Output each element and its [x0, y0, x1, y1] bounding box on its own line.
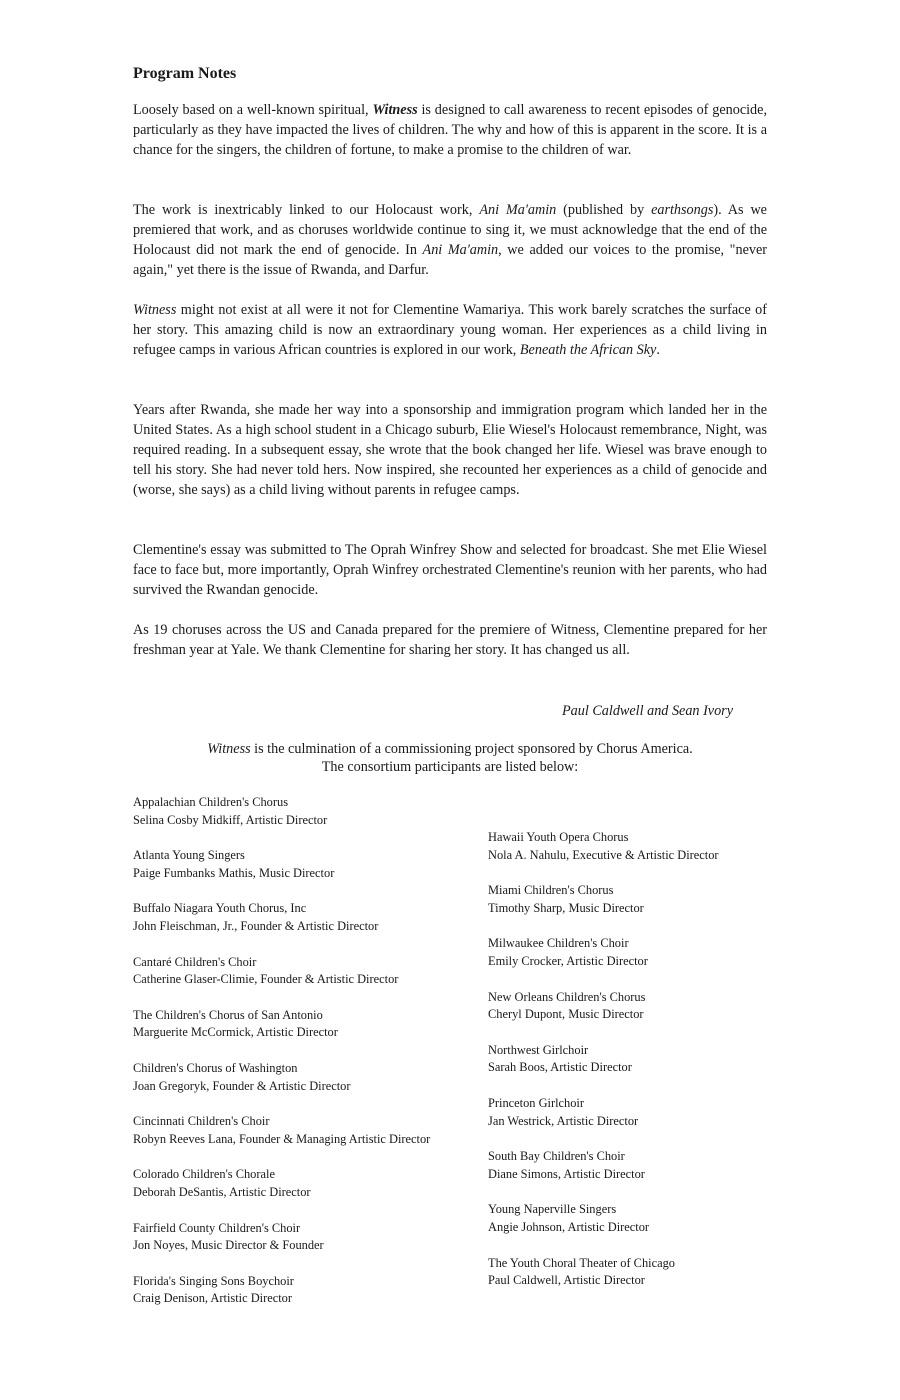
participant-entry: [133, 1113, 463, 1148]
paragraph-2-text-c: (published by: [556, 202, 652, 218]
chorus-name: Cincinnati Children's Choir: [133, 1114, 270, 1129]
signature: Paul Caldwell and Sean Ivory: [561, 703, 733, 719]
chorus-name: The Children's Chorus of San Antonio: [133, 1007, 323, 1022]
participant-entry: [133, 1166, 463, 1201]
intro-text-b: is the culmination of a commissioning project sponsored by Chorus America.: [250, 741, 693, 757]
chorus-name: Young Naperville Singers: [488, 1202, 617, 1217]
chorus-director: Selina Cosby Midkiff, Artistic Director: [133, 812, 328, 827]
participant-entry: [488, 1042, 788, 1077]
participants-left-column: [133, 794, 463, 1326]
chorus-name: Hawaii Youth Opera Chorus: [488, 830, 629, 844]
paragraph-1-text-a: Loosely based on a well-known spiritual,: [133, 102, 373, 118]
paragraph-2-ani-maamin-2: Ani Ma'amin: [422, 242, 499, 258]
participant-entry: [488, 1095, 788, 1130]
chorus-name: Colorado Children's Chorale: [133, 1167, 275, 1182]
intro-witness: Witness: [207, 741, 251, 757]
paragraph-2-text-g: , we added our voices to the promise, "never again," yet there is the issue of Rwanda, and Darfur.: [133, 242, 767, 278]
chorus-director: Jan Westrick, Artistic Director: [488, 1113, 639, 1128]
chorus-name: Milwaukee Children's Choir: [488, 936, 629, 951]
chorus-name: New Orleans Children's Chorus: [488, 989, 646, 1004]
participant-entry: [488, 935, 788, 970]
chorus-director: Paul Caldwell, Artistic Director: [488, 1273, 645, 1288]
paragraph-6: As 19 choruses across the US and Canada prepared for the premiere of Witness, Clementine prepared for her freshman year at Yale. We thank Clementine for sharing her story. It has changed us all.: [133, 622, 767, 658]
chorus-director: Timothy Sharp, Music Director: [488, 900, 644, 915]
chorus-name: Atlanta Young Singers: [133, 848, 245, 863]
chorus-director: Sarah Boos, Artistic Director: [488, 1060, 632, 1075]
chorus-name: Buffalo Niagara Youth Chorus, Inc: [133, 901, 307, 916]
paragraph-2-earthsongs: earthsongs: [651, 202, 714, 218]
participant-entry: [133, 1060, 463, 1095]
participant-entry: [133, 900, 463, 935]
participant-entry: [133, 1007, 463, 1042]
participant-entry: [133, 954, 463, 989]
paragraph-4: Years after Rwanda, she made her way into a sponsorship and immigration program which landed her in the United States. As a high school student in a Chicago suburb, Elie Wiesel's Holocaust remembrance, Night, was required reading. In a subsequent essay, she wrote that the book changed her life. Wiesel was brave enough to tell his story. She had never told hers. Now inspired, she recounted her experiences as a child of genocide and (worse, she says) as a child living without parents in refugee camps.: [133, 402, 767, 498]
chorus-name: Appalachian Children's Chorus: [133, 795, 289, 809]
paragraph-1-text-c: is designed to call awareness to recent episodes of genocide, particularly as they have impacted the lives of children. The why and how of this is apparent in the score. It is a chance for the singers, the children of fortune, to make a promise to the children of war.: [133, 102, 767, 158]
chorus-director: Paige Fumbanks Mathis, Music Director: [133, 865, 335, 880]
chorus-director: Angie Johnson, Artistic Director: [488, 1219, 650, 1234]
chorus-name: Princeton Girlchoir: [488, 1095, 585, 1110]
paragraph-3: [133, 300, 767, 360]
chorus-director: Craig Denison, Artistic Director: [133, 1291, 292, 1306]
participant-entry: [488, 989, 788, 1024]
participant-entry: [133, 1273, 463, 1308]
paragraph-3-text-d: .: [656, 342, 660, 358]
chorus-name: Children's Chorus of Washington: [133, 1060, 298, 1075]
chorus-director: Nola A. Nahulu, Executive & Artistic Director: [488, 847, 719, 862]
chorus-director: Marguerite McCormick, Artistic Director: [133, 1025, 338, 1040]
participant-entry: [488, 1201, 788, 1236]
paragraph-3-text-b: might not exist at all were it not for Clementine Wamariya. This work barely scratches the surface of her story. This amazing child is now an extraordinary young woman. Her experiences as a child living in refugee camps in various African countries is explored in our work,: [133, 302, 767, 358]
chorus-name: Cantaré Children's Choir: [133, 954, 257, 969]
chorus-director: Joan Gregoryk, Founder & Artistic Director: [133, 1078, 351, 1093]
participant-entry: [133, 847, 463, 882]
chorus-director: Cheryl Dupont, Music Director: [488, 1007, 644, 1022]
paragraph-3-beneath-african-sky: Beneath the African Sky: [519, 342, 657, 358]
paragraph-5: Clementine's essay was submitted to The Oprah Winfrey Show and selected for broadcast. She met Elie Wiesel face to face but, more importantly, Oprah Winfrey orchestrated Clementine's reunion with her parents, who had survived the Rwandan genocide.: [133, 542, 767, 598]
paragraph-1-witness-title: Witness: [372, 102, 418, 118]
chorus-name: The Youth Choral Theater of Chicago: [488, 1255, 675, 1270]
participant-entry: [133, 1220, 463, 1255]
chorus-director: Jon Noyes, Music Director & Founder: [133, 1238, 324, 1253]
paragraph-3-witness: Witness: [133, 302, 177, 318]
paragraph-2-ani-maamin: Ani Ma'amin: [479, 202, 557, 218]
page-title: Program Notes: [133, 65, 237, 82]
paragraph-2-text-a: The work is inextricably linked to our Holocaust work,: [133, 202, 480, 218]
consortium-intro: [133, 740, 767, 776]
chorus-name: Miami Children's Chorus: [488, 883, 614, 898]
participant-entry: [488, 829, 788, 864]
participant-entry: [488, 1148, 788, 1183]
paragraph-1: [133, 100, 767, 160]
chorus-director: Diane Simons, Artistic Director: [488, 1166, 645, 1181]
chorus-name: Florida's Singing Sons Boychoir: [133, 1273, 294, 1288]
chorus-name: South Bay Children's Choir: [488, 1149, 625, 1164]
chorus-director: Deborah DeSantis, Artistic Director: [133, 1184, 311, 1199]
chorus-name: Fairfield County Children's Choir: [133, 1220, 301, 1235]
participant-entry: [488, 882, 788, 917]
chorus-director: Emily Crocker, Artistic Director: [488, 953, 648, 968]
participant-entry: [133, 794, 463, 829]
intro-text-c: The consortium participants are listed below:: [321, 759, 579, 775]
participants-right-column: [488, 829, 788, 1308]
chorus-name: Northwest Girlchoir: [488, 1042, 589, 1057]
chorus-director: John Fleischman, Jr., Founder & Artistic Director: [133, 918, 379, 933]
paragraph-2-text-e: ). As we premiered that work, and as choruses worldwide continue to sing it, we must acknowledge that the end of the Holocaust did not mark the end of genocide. In: [133, 202, 767, 258]
chorus-director: Robyn Reeves Lana, Founder & Managing Artistic Director: [133, 1131, 431, 1146]
participant-entry: [488, 1255, 788, 1290]
chorus-director: Catherine Glaser-Climie, Founder & Artistic Director: [133, 972, 399, 987]
paragraph-2: [133, 200, 767, 280]
